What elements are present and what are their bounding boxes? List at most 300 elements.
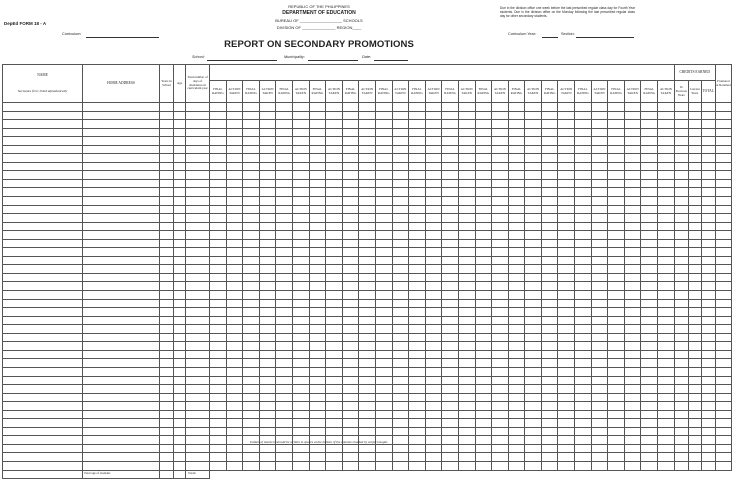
table-cell[interactable] — [442, 154, 459, 163]
table-cell[interactable] — [425, 120, 442, 129]
table-cell[interactable] — [688, 265, 701, 274]
table-cell[interactable] — [458, 188, 475, 197]
table-cell[interactable] — [688, 444, 701, 453]
table-cell[interactable] — [541, 171, 558, 180]
table-cell[interactable] — [492, 393, 509, 402]
table-cell[interactable] — [83, 376, 160, 385]
table-cell[interactable] — [210, 128, 227, 137]
table-cell[interactable] — [292, 145, 309, 154]
table-cell[interactable] — [541, 453, 558, 462]
table-cell[interactable] — [658, 256, 675, 265]
table-cell[interactable] — [525, 256, 542, 265]
table-cell[interactable] — [375, 367, 392, 376]
table-cell[interactable] — [375, 402, 392, 411]
table-cell[interactable] — [342, 419, 359, 428]
table-cell[interactable] — [492, 265, 509, 274]
table-cell[interactable] — [359, 367, 376, 376]
table-cell[interactable] — [541, 410, 558, 419]
table-cell[interactable] — [475, 265, 492, 274]
table-cell[interactable] — [608, 393, 625, 402]
table-cell[interactable] — [409, 410, 426, 419]
table-cell[interactable] — [409, 453, 426, 462]
table-cell[interactable] — [186, 308, 210, 317]
table-cell[interactable] — [342, 162, 359, 171]
table-cell[interactable] — [701, 333, 715, 342]
table-cell[interactable] — [342, 410, 359, 419]
table-cell[interactable] — [701, 436, 715, 445]
table-cell[interactable] — [608, 162, 625, 171]
table-cell[interactable] — [674, 273, 688, 282]
table-cell[interactable] — [674, 111, 688, 120]
table-cell[interactable] — [558, 367, 575, 376]
table-cell[interactable] — [342, 342, 359, 351]
table-cell[interactable] — [715, 367, 731, 376]
table-cell[interactable] — [458, 291, 475, 300]
table-cell[interactable] — [83, 222, 160, 231]
table-cell[interactable] — [688, 239, 701, 248]
table-cell[interactable] — [174, 333, 186, 342]
table-cell[interactable] — [492, 222, 509, 231]
table-cell[interactable] — [525, 333, 542, 342]
table-cell[interactable] — [658, 239, 675, 248]
table-cell[interactable] — [326, 197, 343, 206]
table-cell[interactable] — [492, 214, 509, 223]
table-cell[interactable] — [292, 402, 309, 411]
table-cell[interactable] — [508, 239, 525, 248]
table-cell[interactable] — [701, 376, 715, 385]
table-cell[interactable] — [641, 385, 658, 394]
table-cell[interactable] — [83, 120, 160, 129]
table-cell[interactable] — [425, 128, 442, 137]
student-name-cell[interactable] — [3, 137, 83, 146]
table-cell[interactable] — [558, 282, 575, 291]
table-cell[interactable] — [375, 308, 392, 317]
table-cell[interactable] — [359, 273, 376, 282]
table-cell[interactable] — [525, 179, 542, 188]
table-cell[interactable] — [525, 402, 542, 411]
table-cell[interactable] — [375, 162, 392, 171]
table-cell[interactable] — [425, 410, 442, 419]
table-cell[interactable] — [658, 188, 675, 197]
table-cell[interactable] — [83, 179, 160, 188]
table-cell[interactable] — [309, 171, 326, 180]
table-cell[interactable] — [624, 402, 641, 411]
table-cell[interactable] — [174, 188, 186, 197]
table-cell[interactable] — [658, 419, 675, 428]
table-cell[interactable] — [715, 282, 731, 291]
table-cell[interactable] — [458, 137, 475, 146]
table-cell[interactable] — [210, 179, 227, 188]
table-cell[interactable] — [688, 171, 701, 180]
table-cell[interactable] — [309, 419, 326, 428]
table-cell[interactable] — [492, 444, 509, 453]
table-cell[interactable] — [658, 120, 675, 129]
table-cell[interactable] — [688, 205, 701, 214]
table-cell[interactable] — [701, 120, 715, 129]
table-cell[interactable] — [342, 248, 359, 257]
table-cell[interactable] — [210, 325, 227, 334]
table-cell[interactable] — [210, 205, 227, 214]
table-cell[interactable] — [525, 273, 542, 282]
table-cell[interactable] — [409, 325, 426, 334]
table-cell[interactable] — [608, 367, 625, 376]
table-cell[interactable] — [160, 188, 174, 197]
table-cell[interactable] — [674, 367, 688, 376]
table-cell[interactable] — [624, 256, 641, 265]
table-cell[interactable] — [425, 273, 442, 282]
table-cell[interactable] — [715, 256, 731, 265]
table-cell[interactable] — [375, 376, 392, 385]
table-cell[interactable] — [259, 419, 276, 428]
table-cell[interactable] — [492, 256, 509, 265]
table-cell[interactable] — [492, 308, 509, 317]
table-cell[interactable] — [541, 120, 558, 129]
table-cell[interactable] — [475, 402, 492, 411]
table-cell[interactable] — [243, 103, 260, 112]
table-cell[interactable] — [442, 461, 459, 470]
table-cell[interactable] — [674, 316, 688, 325]
table-cell[interactable] — [326, 231, 343, 240]
table-cell[interactable] — [375, 222, 392, 231]
table-cell[interactable] — [475, 367, 492, 376]
table-cell[interactable] — [575, 444, 592, 453]
table-cell[interactable] — [558, 265, 575, 274]
table-cell[interactable] — [442, 367, 459, 376]
table-cell[interactable] — [309, 128, 326, 137]
table-cell[interactable] — [292, 256, 309, 265]
table-cell[interactable] — [259, 214, 276, 223]
table-cell[interactable] — [309, 222, 326, 231]
table-cell[interactable] — [342, 197, 359, 206]
table-cell[interactable] — [442, 282, 459, 291]
table-cell[interactable] — [674, 333, 688, 342]
table-cell[interactable] — [608, 299, 625, 308]
table-cell[interactable] — [359, 427, 376, 436]
table-cell[interactable] — [342, 282, 359, 291]
table-cell[interactable] — [624, 359, 641, 368]
table-cell[interactable] — [243, 385, 260, 394]
table-cell[interactable] — [475, 239, 492, 248]
table-cell[interactable] — [259, 402, 276, 411]
table-cell[interactable] — [326, 461, 343, 470]
table-cell[interactable] — [701, 385, 715, 394]
table-cell[interactable] — [624, 410, 641, 419]
table-cell[interactable] — [186, 282, 210, 291]
table-cell[interactable] — [292, 273, 309, 282]
table-cell[interactable] — [492, 162, 509, 171]
table-cell[interactable] — [160, 367, 174, 376]
table-cell[interactable] — [425, 162, 442, 171]
table-cell[interactable] — [558, 385, 575, 394]
table-cell[interactable] — [392, 419, 409, 428]
table-cell[interactable] — [392, 308, 409, 317]
table-cell[interactable] — [309, 291, 326, 300]
table-cell[interactable] — [326, 299, 343, 308]
table-cell[interactable] — [715, 461, 731, 470]
table-cell[interactable] — [392, 137, 409, 146]
table-cell[interactable] — [458, 316, 475, 325]
table-cell[interactable] — [658, 222, 675, 231]
table-cell[interactable] — [160, 205, 174, 214]
table-cell[interactable] — [475, 273, 492, 282]
table-cell[interactable] — [259, 248, 276, 257]
table-cell[interactable] — [492, 299, 509, 308]
table-cell[interactable] — [541, 103, 558, 112]
table-cell[interactable] — [608, 179, 625, 188]
table-cell[interactable] — [641, 308, 658, 317]
table-cell[interactable] — [160, 111, 174, 120]
table-cell[interactable] — [160, 222, 174, 231]
table-cell[interactable] — [292, 308, 309, 317]
table-cell[interactable] — [160, 162, 174, 171]
table-cell[interactable] — [160, 385, 174, 394]
table-cell[interactable] — [326, 444, 343, 453]
table-cell[interactable] — [525, 239, 542, 248]
table-cell[interactable] — [326, 265, 343, 274]
table-cell[interactable] — [442, 137, 459, 146]
table-cell[interactable] — [715, 333, 731, 342]
table-cell[interactable] — [558, 197, 575, 206]
table-cell[interactable] — [641, 402, 658, 411]
table-cell[interactable] — [375, 214, 392, 223]
table-cell[interactable] — [525, 145, 542, 154]
table-cell[interactable] — [508, 333, 525, 342]
table-cell[interactable] — [508, 350, 525, 359]
table-cell[interactable] — [624, 162, 641, 171]
table-cell[interactable] — [359, 342, 376, 351]
table-cell[interactable] — [715, 385, 731, 394]
table-cell[interactable] — [210, 419, 227, 428]
table-cell[interactable] — [442, 128, 459, 137]
table-cell[interactable] — [160, 239, 174, 248]
table-cell[interactable] — [276, 120, 293, 129]
table-cell[interactable] — [409, 188, 426, 197]
table-cell[interactable] — [641, 359, 658, 368]
table-cell[interactable] — [508, 145, 525, 154]
table-cell[interactable] — [475, 282, 492, 291]
table-cell[interactable] — [541, 256, 558, 265]
table-cell[interactable] — [658, 367, 675, 376]
table-cell[interactable] — [292, 350, 309, 359]
table-cell[interactable] — [359, 453, 376, 462]
table-cell[interactable] — [326, 222, 343, 231]
table-cell[interactable] — [608, 120, 625, 129]
table-cell[interactable] — [259, 273, 276, 282]
table-cell[interactable] — [210, 120, 227, 129]
table-cell[interactable] — [174, 282, 186, 291]
table-cell[interactable] — [715, 248, 731, 257]
table-cell[interactable] — [210, 376, 227, 385]
table-cell[interactable] — [658, 342, 675, 351]
table-cell[interactable] — [688, 385, 701, 394]
table-cell[interactable] — [674, 188, 688, 197]
table-cell[interactable] — [359, 291, 376, 300]
table-cell[interactable] — [276, 427, 293, 436]
table-cell[interactable] — [658, 162, 675, 171]
table-cell[interactable] — [475, 188, 492, 197]
table-cell[interactable] — [688, 410, 701, 419]
table-cell[interactable] — [392, 427, 409, 436]
table-cell[interactable] — [658, 214, 675, 223]
table-cell[interactable] — [701, 111, 715, 120]
table-cell[interactable] — [558, 137, 575, 146]
table-cell[interactable] — [425, 171, 442, 180]
table-cell[interactable] — [688, 325, 701, 334]
table-cell[interactable] — [492, 128, 509, 137]
table-cell[interactable] — [243, 376, 260, 385]
table-cell[interactable] — [174, 248, 186, 257]
table-cell[interactable] — [608, 376, 625, 385]
table-cell[interactable] — [591, 273, 608, 282]
table-cell[interactable] — [83, 128, 160, 137]
table-cell[interactable] — [276, 248, 293, 257]
table-cell[interactable] — [243, 231, 260, 240]
table-cell[interactable] — [715, 316, 731, 325]
table-cell[interactable] — [541, 273, 558, 282]
table-cell[interactable] — [475, 299, 492, 308]
table-cell[interactable] — [624, 299, 641, 308]
table-cell[interactable] — [715, 299, 731, 308]
table-cell[interactable] — [342, 393, 359, 402]
table-cell[interactable] — [392, 385, 409, 394]
table-cell[interactable] — [226, 333, 243, 342]
table-cell[interactable] — [591, 402, 608, 411]
table-cell[interactable] — [160, 316, 174, 325]
table-cell[interactable] — [276, 265, 293, 274]
table-cell[interactable] — [160, 333, 174, 342]
table-cell[interactable] — [276, 231, 293, 240]
table-cell[interactable] — [292, 197, 309, 206]
table-cell[interactable] — [591, 128, 608, 137]
table-cell[interactable] — [359, 179, 376, 188]
table-cell[interactable] — [174, 402, 186, 411]
table-cell[interactable] — [475, 111, 492, 120]
table-cell[interactable] — [342, 350, 359, 359]
table-cell[interactable] — [425, 359, 442, 368]
table-cell[interactable] — [359, 214, 376, 223]
table-cell[interactable] — [359, 111, 376, 120]
table-cell[interactable] — [292, 359, 309, 368]
table-cell[interactable] — [541, 427, 558, 436]
table-cell[interactable] — [186, 231, 210, 240]
table-cell[interactable] — [701, 427, 715, 436]
table-cell[interactable] — [541, 461, 558, 470]
table-cell[interactable] — [425, 427, 442, 436]
school-field[interactable] — [207, 60, 277, 61]
table-cell[interactable] — [342, 120, 359, 129]
table-cell[interactable] — [458, 410, 475, 419]
table-cell[interactable] — [359, 231, 376, 240]
table-cell[interactable] — [492, 273, 509, 282]
table-cell[interactable] — [624, 179, 641, 188]
table-cell[interactable] — [658, 273, 675, 282]
table-cell[interactable] — [715, 162, 731, 171]
table-cell[interactable] — [492, 427, 509, 436]
table-cell[interactable] — [641, 248, 658, 257]
table-cell[interactable] — [375, 316, 392, 325]
table-cell[interactable] — [475, 453, 492, 462]
table-cell[interactable] — [259, 197, 276, 206]
table-cell[interactable] — [624, 188, 641, 197]
table-cell[interactable] — [425, 291, 442, 300]
table-cell[interactable] — [392, 410, 409, 419]
table-cell[interactable] — [525, 111, 542, 120]
student-name-cell[interactable] — [3, 205, 83, 214]
table-cell[interactable] — [425, 461, 442, 470]
table-cell[interactable] — [608, 214, 625, 223]
table-cell[interactable] — [575, 265, 592, 274]
table-cell[interactable] — [359, 137, 376, 146]
table-cell[interactable] — [174, 316, 186, 325]
table-cell[interactable] — [701, 265, 715, 274]
table-cell[interactable] — [624, 367, 641, 376]
table-cell[interactable] — [186, 214, 210, 223]
table-cell[interactable] — [375, 273, 392, 282]
table-cell[interactable] — [292, 444, 309, 453]
table-cell[interactable] — [276, 385, 293, 394]
table-cell[interactable] — [226, 461, 243, 470]
table-cell[interactable] — [359, 359, 376, 368]
student-name-cell[interactable] — [3, 214, 83, 223]
table-cell[interactable] — [701, 350, 715, 359]
table-cell[interactable] — [243, 299, 260, 308]
table-cell[interactable] — [525, 393, 542, 402]
table-cell[interactable] — [608, 265, 625, 274]
table-cell[interactable] — [160, 376, 174, 385]
table-cell[interactable] — [608, 205, 625, 214]
table-cell[interactable] — [309, 342, 326, 351]
table-cell[interactable] — [342, 154, 359, 163]
table-cell[interactable] — [259, 205, 276, 214]
table-cell[interactable] — [276, 162, 293, 171]
student-name-cell[interactable] — [3, 367, 83, 376]
table-cell[interactable] — [575, 376, 592, 385]
table-cell[interactable] — [210, 214, 227, 223]
table-cell[interactable] — [326, 333, 343, 342]
table-cell[interactable] — [243, 402, 260, 411]
table-cell[interactable] — [174, 205, 186, 214]
table-cell[interactable] — [674, 103, 688, 112]
table-cell[interactable] — [276, 128, 293, 137]
table-cell[interactable] — [715, 111, 731, 120]
table-cell[interactable] — [226, 444, 243, 453]
table-cell[interactable] — [409, 427, 426, 436]
table-cell[interactable] — [342, 179, 359, 188]
table-cell[interactable] — [641, 239, 658, 248]
table-cell[interactable] — [492, 342, 509, 351]
table-cell[interactable] — [492, 359, 509, 368]
table-cell[interactable] — [83, 282, 160, 291]
table-cell[interactable] — [425, 248, 442, 257]
table-cell[interactable] — [259, 367, 276, 376]
table-cell[interactable] — [160, 402, 174, 411]
table-cell[interactable] — [458, 393, 475, 402]
table-cell[interactable] — [359, 316, 376, 325]
table-cell[interactable] — [475, 410, 492, 419]
table-cell[interactable] — [226, 239, 243, 248]
table-cell[interactable] — [624, 419, 641, 428]
table-cell[interactable] — [259, 376, 276, 385]
table-cell[interactable] — [508, 453, 525, 462]
table-cell[interactable] — [701, 393, 715, 402]
table-cell[interactable] — [525, 419, 542, 428]
table-cell[interactable] — [309, 299, 326, 308]
table-cell[interactable] — [425, 256, 442, 265]
table-cell[interactable] — [226, 376, 243, 385]
table-cell[interactable] — [375, 359, 392, 368]
table-cell[interactable] — [83, 188, 160, 197]
table-cell[interactable] — [575, 419, 592, 428]
